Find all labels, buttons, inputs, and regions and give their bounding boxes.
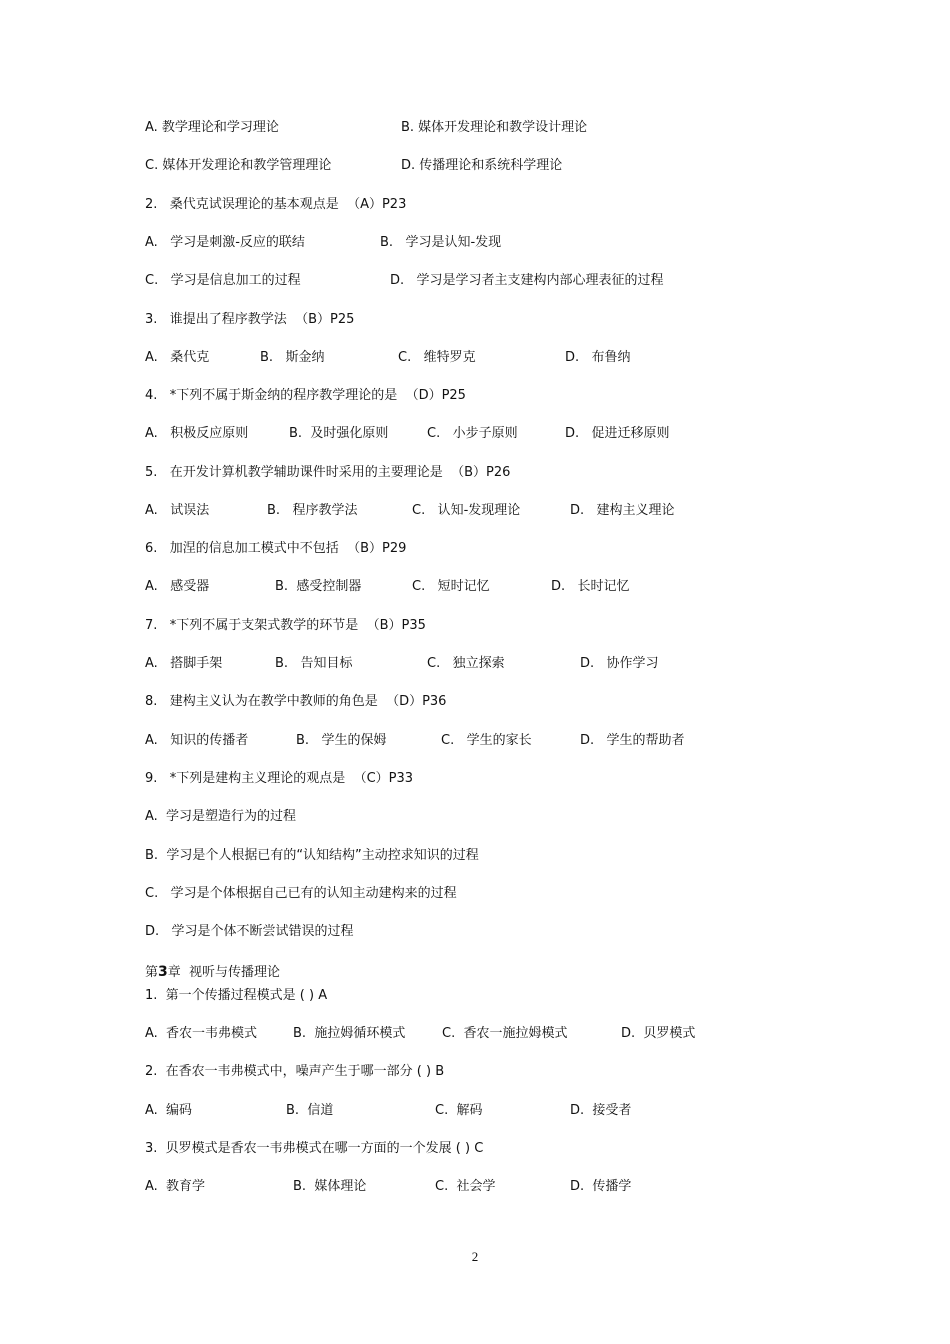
s1-q2-option-d: D. 学习是学习者主支建构内部心理表征的过程 <box>390 273 664 288</box>
s1-q7-option-d: D. 协作学习 <box>580 656 659 671</box>
s1-q3-option-a: A. 桑代克 <box>145 350 210 365</box>
s1-q8-option-a: A. 知识的传播者 <box>145 733 249 748</box>
c3-q1-option-a: A. 香农一韦弗模式 <box>145 1026 258 1041</box>
s1-q7-option-b: B. 告知目标 <box>275 656 353 671</box>
s1-q1-option-a: A. 教学理论和学习理论 <box>145 120 279 135</box>
s1-q4-option-a: A. 积极反应原则 <box>145 426 249 441</box>
s1-q1-option-d: D. 传播理论和系统科学理论 <box>401 158 563 173</box>
s1-q6-option-d: D. 长时记忆 <box>551 579 630 594</box>
s1-q2-option-c: C. 学习是信息加工的过程 <box>145 273 301 288</box>
s1-q5-option-d: D. 建构主义理论 <box>570 503 675 518</box>
s1-q6-option-b: B. 感受控制器 <box>275 579 362 594</box>
c3-q1-option-b: B. 施拉姆循环模式 <box>293 1026 406 1041</box>
s1-q8-option-b: B. 学生的保姆 <box>296 733 387 748</box>
c3-q2-option-d: D. 接受者 <box>570 1103 632 1118</box>
c3-q3-option-b: B. 媒体理论 <box>293 1179 367 1194</box>
s1-q3-option-c: C. 维特罗克 <box>398 350 476 365</box>
s1-q1-option-c: C. 媒体开发理论和教学管理理论 <box>145 158 332 173</box>
chapter-heading-number: 3 <box>158 964 168 980</box>
c3-q3-option-d: D. 传播学 <box>570 1179 632 1194</box>
s1-q3-option-b: B. 斯金纳 <box>260 350 325 365</box>
c3-q2-option-c: C. 解码 <box>435 1103 483 1118</box>
s1-q5-option-b: B. 程序教学法 <box>267 503 358 518</box>
c3-q3-option-a: A. 教育学 <box>145 1179 206 1194</box>
chapter-heading-prefix: 第 <box>145 965 159 980</box>
c3-q3-option-c: C. 社会学 <box>435 1179 496 1194</box>
page-number: 2 <box>471 1249 479 1264</box>
s1-q7-option-c: C. 独立探索 <box>427 656 505 671</box>
s1-q2-option-a: A. 学习是刺激-反应的联结 <box>145 235 305 250</box>
s1-q8-option-d: D. 学生的帮助者 <box>580 733 685 748</box>
s1-q5-option-c: C. 认知-发现理论 <box>412 503 521 518</box>
s1-q4-option-c: C. 小步子原则 <box>427 426 518 441</box>
c3-q2-option-b: B. 信道 <box>286 1103 334 1118</box>
s1-q8-option-c: C. 学生的家长 <box>441 733 532 748</box>
chapter-heading-suffix: 章 视听与传播理论 <box>167 965 281 980</box>
s1-q2-option-b: B. 学习是认知-发现 <box>380 235 502 250</box>
c3-q2-option-a: A. 编码 <box>145 1103 193 1118</box>
s1-q4-option-b: B. 及时强化原则 <box>289 426 389 441</box>
s1-q7-option-a: A. 搭脚手架 <box>145 656 223 671</box>
c3-q1-option-c: C. 香农一施拉姆模式 <box>442 1026 568 1041</box>
c3-q1-option-d: D. 贝罗模式 <box>621 1026 696 1041</box>
s1-q6-option-a: A. 感受器 <box>145 579 210 594</box>
s1-q6-option-c: C. 短时记忆 <box>412 579 490 594</box>
s1-q3-option-d: D. 布鲁纳 <box>565 350 631 365</box>
s1-q1-option-b: B. 媒体开发理论和教学设计理论 <box>401 120 588 135</box>
s1-q4-option-d: D. 促进迁移原则 <box>565 426 670 441</box>
s1-q5-option-a: A. 试误法 <box>145 503 210 518</box>
